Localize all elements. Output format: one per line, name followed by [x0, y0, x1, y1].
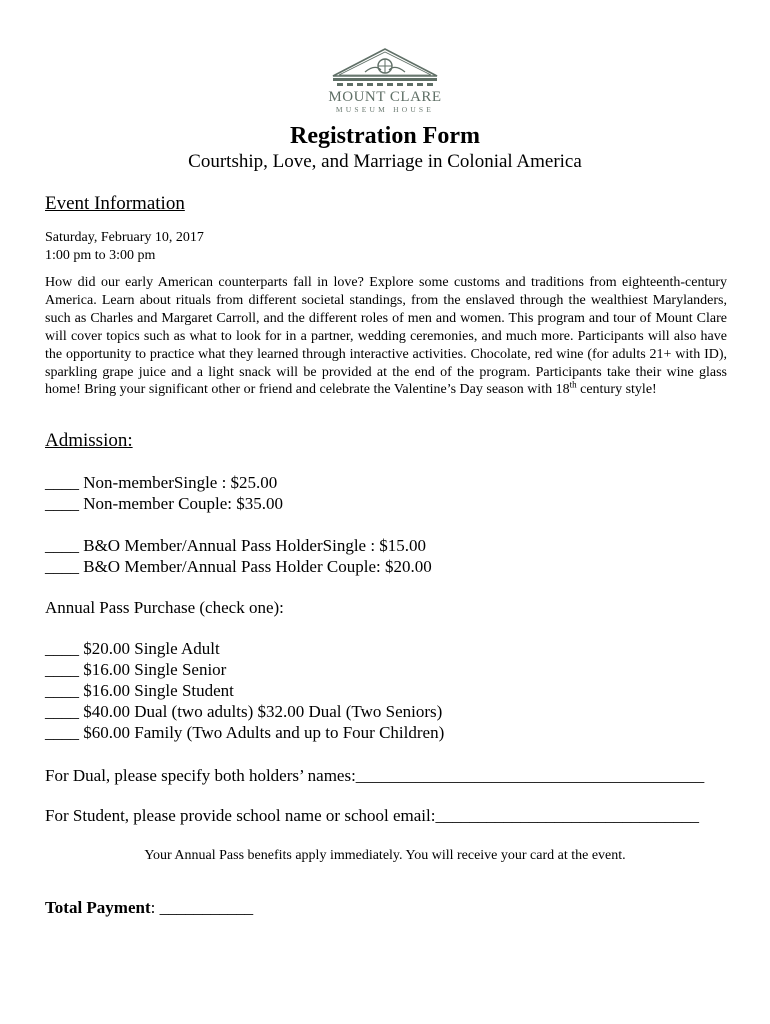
student-school-field[interactable]: For Student, please provide school name or school email:_______________________________ — [45, 806, 699, 825]
description-superscript: th — [569, 379, 577, 390]
option-member-couple[interactable]: ____ B&O Member/Annual Pass Holder Couple: $20.00 — [45, 557, 432, 576]
event-time: 1:00 pm to 3:00 pm — [45, 248, 156, 263]
member-options — [45, 535, 432, 577]
option-nonmember-couple[interactable]: ____ Non-member Couple: $35.00 — [45, 494, 283, 513]
nonmember-options — [45, 472, 283, 514]
option-nonmember-single[interactable]: ____ Non-memberSingle : $25.00 — [45, 473, 278, 492]
dual-holders-names-field[interactable]: For Dual, please specify both holders’ names:_________________________________________ — [45, 766, 705, 785]
option-single-student[interactable]: ____ $16.00 Single Student — [45, 681, 234, 700]
annual-pass-options — [45, 638, 444, 743]
event-information-heading: Event Information — [45, 193, 185, 214]
total-payment-label: Total Payment — [45, 898, 151, 917]
logo-subtitle: MUSEUM HOUSE — [335, 105, 435, 114]
mount-clare-logo — [325, 46, 445, 118]
annual-pass-note: Your Annual Pass benefits apply immediately. You will receive your card at the event. — [144, 848, 626, 863]
option-family[interactable]: ____ $60.00 Family (Two Adults and up to Four Children) — [45, 723, 445, 742]
description-text: How did our early American counterparts fall in love? Explore some customs and traditions from eighteenth-century America. Learn about rituals from different societal standings, from the enslaved through the wealthiest Marylanders, such as Charles and Margaret Carroll, and the different roles of men and women. This program and tour of Mount Clare will cover topics such as what to look for in a partner, wedding ceremonies, and much more. Participants will also have the opportunity to practice what they learned through interactive activities. Chocolate, red wine (for adults 21+ with ID), sparkling grape juice and a light snack will be provided at the end of the program. Participants take their wine glass home! Bring your significant other or friend and celebrate the Valentine’s Day season with 18 — [45, 275, 727, 398]
page-subtitle: Courtship, Love, and Marriage in Colonial America — [188, 151, 582, 172]
option-member-single[interactable]: ____ B&O Member/Annual Pass HolderSingle : $15.00 — [45, 536, 427, 555]
option-single-adult[interactable]: ____ $20.00 Single Adult — [45, 639, 220, 658]
option-single-senior[interactable]: ____ $16.00 Single Senior — [45, 660, 227, 679]
admission-heading: Admission: — [45, 430, 133, 451]
option-dual[interactable]: ____ $40.00 Dual (two adults) $32.00 Dual (Two Seniors) — [45, 702, 443, 721]
annual-pass-heading: Annual Pass Purchase (check one): — [45, 598, 284, 617]
total-payment-blank[interactable]: : ___________ — [150, 898, 254, 917]
total-payment-field[interactable] — [45, 897, 253, 918]
description-text-end: century style! — [576, 382, 657, 398]
logo-name: MOUNT CLARE — [328, 89, 442, 105]
event-description — [45, 274, 727, 399]
house-pediment-icon — [325, 46, 445, 88]
event-datetime — [45, 229, 204, 265]
event-date: Saturday, February 10, 2017 — [45, 230, 204, 245]
page-title: Registration Form — [290, 123, 480, 149]
